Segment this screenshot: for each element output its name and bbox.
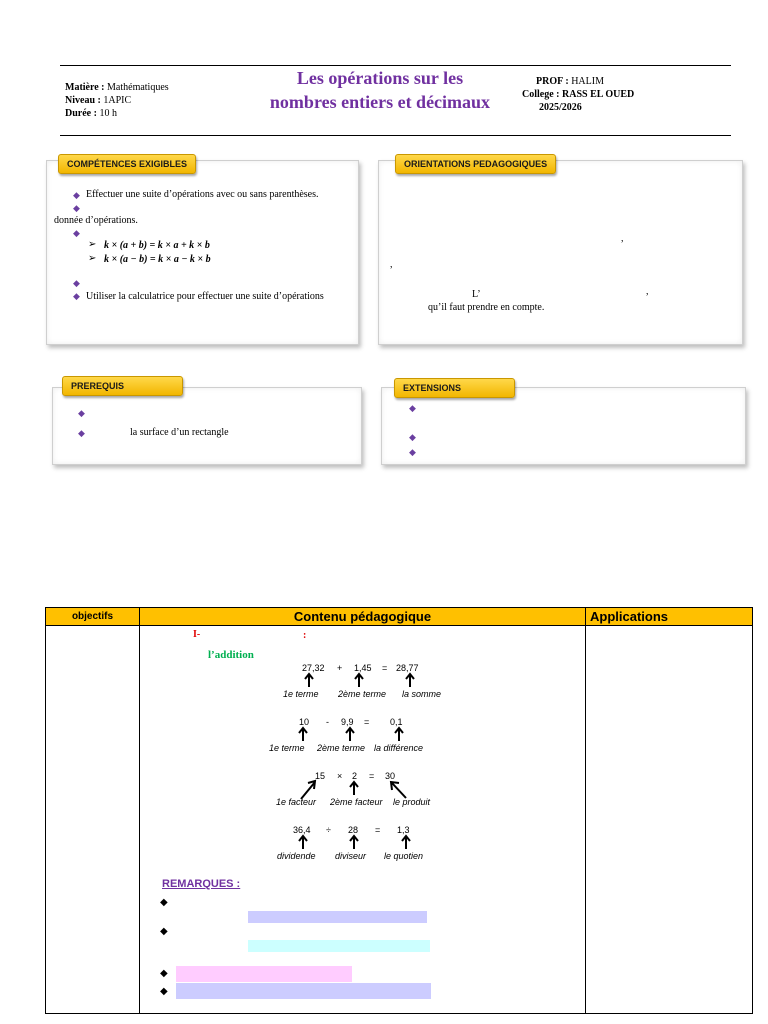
niveau-label: Niveau : (65, 95, 101, 106)
subtraction-label-2: 2ème terme (317, 743, 366, 753)
highlight-bar (248, 940, 430, 952)
orientations-tab: ORIENTATIONS PEDAGOGIQUES (395, 154, 556, 174)
highlight-bar (176, 983, 431, 999)
highlight-bar (176, 966, 352, 982)
multiplication-factor-2: 2 (352, 771, 358, 781)
duree-value: 10 h (99, 108, 117, 119)
diamond-bullet-icon: ◆ (409, 403, 416, 413)
subtraction-equals: = (364, 717, 370, 727)
multiplication-label-2: 2ème facteur (330, 797, 383, 807)
section-number: I- (193, 629, 201, 640)
addition-term-1: 27,32 (302, 663, 325, 673)
competence-line-3: Utiliser la calculatrice pour effectuer une suite d’opérations (86, 291, 324, 302)
matiere-value: Mathématiques (107, 82, 169, 93)
prerequis-tab: PREREQUIS (62, 376, 183, 396)
division-label-quotient: le quotien (384, 851, 424, 861)
division-equals: = (375, 825, 381, 835)
black-diamond-icon: ◆ (160, 968, 168, 979)
subtraction-label-result: la différence (374, 743, 424, 753)
division-label-dividend: dividende (277, 851, 316, 861)
division-label-divisor: diviseur (335, 851, 367, 861)
column-divider (139, 608, 140, 1013)
page-title: Les opérations sur les nombres entiers et décimaux (269, 68, 491, 112)
competence-line-1: Effectuer une suite d’opérations avec ou sans parenthèses. (86, 189, 319, 200)
orientation-last-line: qu’il faut prendre en compte. (428, 302, 545, 313)
school-year: 2025/2026 (539, 102, 582, 113)
formula-distributive-sub: k × (a − b) = k × a − k × b (104, 254, 211, 265)
arrow-bullet-icon: ➢ (88, 253, 97, 264)
matiere-label: Matière : (65, 82, 105, 93)
arrow-bullet-icon: ➢ (88, 239, 97, 250)
prof-value: HALIM (571, 76, 604, 87)
prerequis-box (52, 387, 362, 465)
duree-label: Durée : (65, 108, 97, 119)
diamond-bullet-icon: ◆ (73, 228, 80, 238)
addition-label-result: la somme (402, 689, 442, 699)
extensions-tab: EXTENSIONS (394, 378, 515, 398)
multiplication-label-result: le produit (393, 797, 431, 807)
subtraction-result: 0,1 (390, 717, 403, 727)
college-label: College : (522, 89, 560, 100)
arrow-up-icon (354, 672, 364, 688)
column-header-contenu: Contenu pédagogique (293, 609, 432, 624)
diamond-bullet-icon: ◆ (409, 447, 416, 457)
diamond-bullet-icon: ◆ (78, 408, 85, 418)
column-header-applications: Applications (590, 609, 669, 624)
addition-equals: = (382, 663, 388, 673)
competences-tab: COMPÉTENCES EXIGIBLES (58, 154, 196, 174)
orientation-comma-1: , (621, 233, 624, 244)
arrow-up-left-icon (388, 779, 408, 799)
addition-operator: + (337, 663, 343, 673)
arrow-up-icon (298, 726, 308, 742)
addition-heading: l’addition (208, 649, 254, 661)
black-diamond-icon: ◆ (160, 986, 168, 997)
teacher-info (522, 75, 634, 114)
multiplication-operator: × (337, 771, 343, 781)
division-dividend: 36,4 (293, 825, 311, 835)
college-value: RASS EL OUED (562, 89, 635, 100)
arrow-up-icon (401, 834, 411, 850)
black-diamond-icon: ◆ (160, 926, 168, 937)
multiplication-factor-1: 15 (315, 771, 326, 781)
subtraction-label-1: 1e terme (269, 743, 305, 753)
orientation-comma-3: , (646, 286, 649, 297)
arrow-up-icon (304, 672, 314, 688)
orientations-box (378, 160, 743, 345)
orientation-comma-2: , (390, 259, 393, 270)
division-result: 1,3 (397, 825, 410, 835)
extensions-box (381, 387, 746, 465)
header-bottom-rule (60, 135, 731, 136)
addition-label-2: 2ème terme (338, 689, 387, 699)
prof-label: PROF : (536, 76, 569, 87)
prerequis-line-2: la surface d’un rectangle (130, 427, 229, 438)
multiplication-equals: = (369, 771, 375, 781)
subtraction-term-2: 9,9 (341, 717, 354, 727)
multiplication-label-1: 1e facteur (276, 797, 317, 807)
diamond-bullet-icon: ◆ (73, 291, 80, 301)
competence-line-2: donnée d’opérations. (54, 215, 138, 226)
orientation-l: L’ (472, 289, 481, 300)
arrow-up-icon (349, 780, 359, 796)
arrow-up-icon (405, 672, 415, 688)
subtraction-operator: - (326, 717, 329, 727)
arrow-up-icon (298, 834, 308, 850)
diamond-bullet-icon: ◆ (73, 190, 80, 200)
multiplication-result: 30 (385, 771, 396, 781)
arrow-up-icon (394, 726, 404, 742)
arrow-up-icon (349, 834, 359, 850)
column-header-objectifs: objectifs (71, 611, 114, 622)
diamond-bullet-icon: ◆ (409, 432, 416, 442)
column-divider (585, 608, 586, 1013)
niveau-value: 1APIC (103, 95, 132, 106)
formula-distributive-add: k × (a + b) = k × a + k × b (104, 240, 210, 251)
addition-result: 28,77 (396, 663, 419, 673)
diamond-bullet-icon: ◆ (78, 428, 85, 438)
addition-label-1: 1e terme (283, 689, 319, 699)
highlight-bar (248, 911, 427, 923)
black-diamond-icon: ◆ (160, 897, 168, 908)
section-colon: : (303, 630, 307, 641)
arrow-up-icon (345, 726, 355, 742)
remarques-heading: REMARQUES : (162, 878, 241, 890)
addition-term-2: 1,45 (354, 663, 372, 673)
division-divisor: 28 (348, 825, 359, 835)
division-operator: ÷ (326, 825, 331, 835)
diamond-bullet-icon: ◆ (73, 278, 80, 288)
subtraction-term-1: 10 (299, 717, 310, 727)
course-info (65, 81, 169, 120)
diamond-bullet-icon: ◆ (73, 203, 80, 213)
